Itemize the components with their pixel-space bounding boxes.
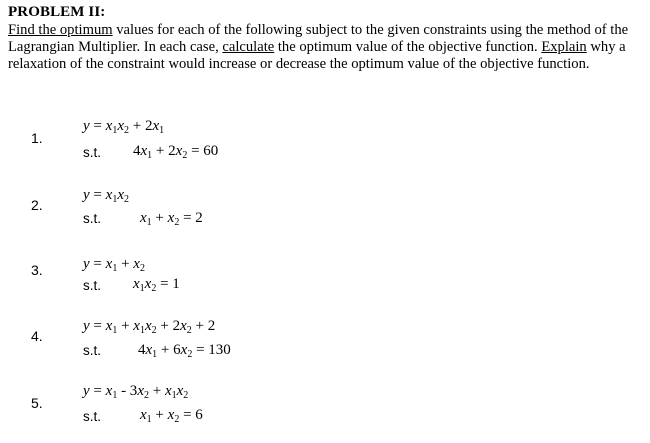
subject-to-label: s.t. <box>83 278 102 293</box>
subject-to-label: s.t. <box>83 211 102 226</box>
problem-4 <box>0 318 650 378</box>
instr-calculate: calculate <box>222 39 275 55</box>
objective-function: $y = x_1 + x_1x_2 + 2x_2 + 2$ <box>83 318 216 336</box>
instr-part-4: the optimum value of the objective function. <box>274 39 542 55</box>
subject-to-label: s.t. <box>83 343 102 358</box>
subject-to-label: s.t. <box>83 145 102 160</box>
problem-number: 4. <box>31 328 43 344</box>
problem-heading: PROBLEM II: <box>8 4 106 20</box>
problem-3 <box>0 256 650 316</box>
problem-number: 3. <box>31 262 43 278</box>
instr-find-optimum: Find the optimum <box>8 22 113 38</box>
problem-number: 1. <box>31 130 43 146</box>
problem-2 <box>0 187 650 247</box>
constraint: $x_1 + x_2 = 6$ <box>140 407 203 425</box>
objective-function: $y = x_1x_2 + 2x_1$ <box>83 118 165 136</box>
instr-part-6: why a relaxation of the constraint would increase or decrease the optimum value of the objective function. <box>8 39 626 72</box>
problem-number: 5. <box>31 395 43 411</box>
objective-function: $y = x_1x_2$ <box>83 187 129 205</box>
constraint: $4x_1 + 2x_2 = 60$ <box>133 143 219 161</box>
instr-part-2: values for each of the following subject to the given constraints using the method of the Lagrangian Multiplier. In each case, <box>8 22 629 55</box>
problem-5 <box>0 383 650 443</box>
objective-function: $y = x_1 + x_2$ <box>83 256 145 274</box>
subject-to-label: s.t. <box>83 409 102 424</box>
instructions-text <box>8 22 638 73</box>
constraint: $x_1x_2 = 1$ <box>133 276 180 294</box>
constraint: $x_1 + x_2 = 2$ <box>140 210 203 228</box>
problem-number: 2. <box>31 197 43 213</box>
constraint: $4x_1 + 6x_2 = 130$ <box>138 342 231 360</box>
instr-explain: Explain <box>541 39 587 55</box>
problem-1 <box>0 118 650 178</box>
objective-function: $y = x_1 - 3x_2 + x_1x_2$ <box>83 383 189 401</box>
